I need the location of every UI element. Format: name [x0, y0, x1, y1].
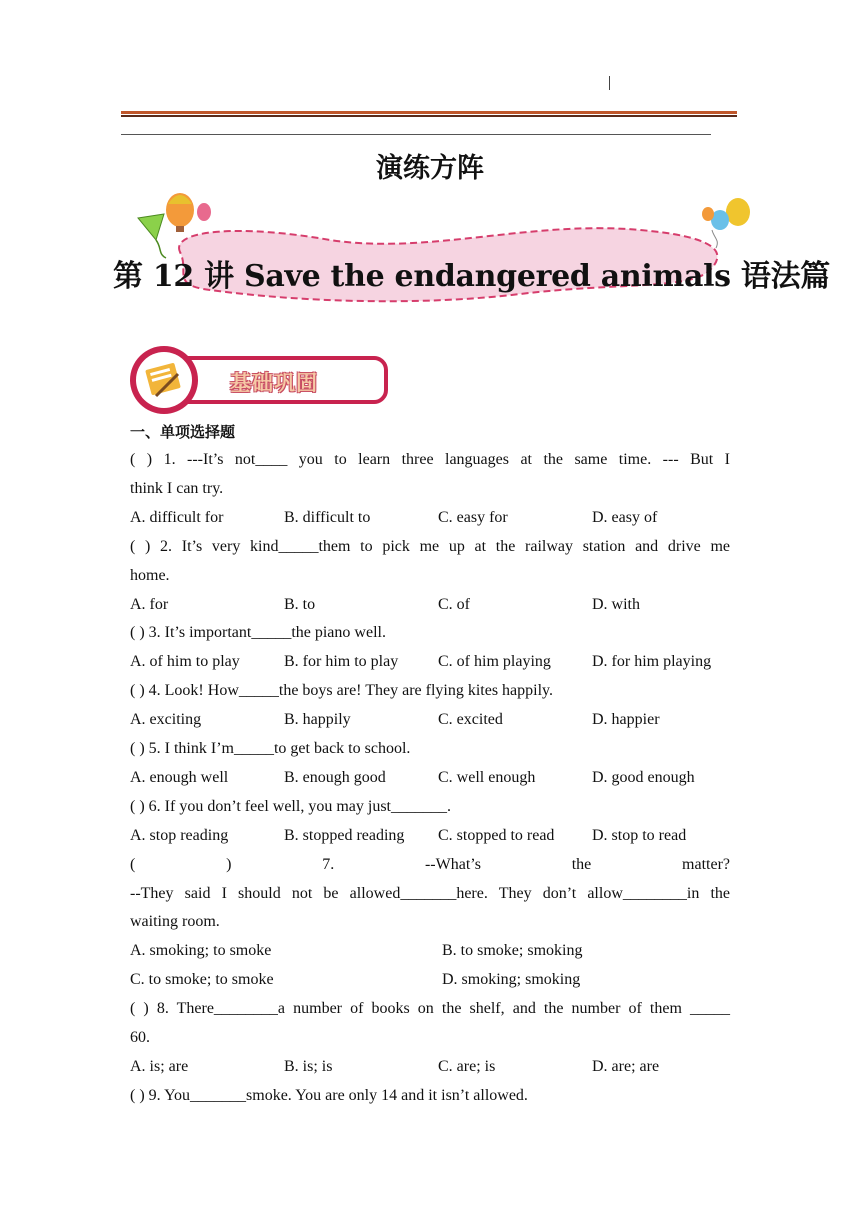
answer-option: C. stopped to read — [438, 826, 555, 844]
answer-option: A. smoking; to smoke — [130, 942, 272, 960]
page-subtitle: 演练方阵 — [376, 153, 484, 184]
answer-option: C. are; is — [438, 1057, 496, 1075]
answer-option: D. with — [592, 595, 640, 613]
answer-option: B. difficult to — [284, 508, 371, 526]
answer-option: D. are; are — [592, 1057, 660, 1075]
answer-option: A. stop reading — [130, 826, 229, 844]
answer-option: C. of him playing — [438, 653, 551, 671]
answer-option: B. for him to play — [284, 653, 399, 671]
question-line: think I can try. — [130, 479, 224, 497]
header-rule-dark — [121, 115, 737, 117]
answer-option: A. exciting — [130, 711, 202, 729]
question-line: 60. — [130, 1029, 150, 1046]
question-line: ( ) 3. It’s important_____the piano well. — [130, 624, 386, 642]
answer-option: D. smoking; smoking — [442, 971, 581, 989]
answer-option: D. happier — [592, 711, 660, 729]
balloon-icon — [166, 193, 211, 232]
answer-option: C. to smoke; to smoke — [130, 971, 274, 989]
answer-option: C. excited — [438, 711, 503, 729]
question-line: ( ) 5. I think I’m_____to get back to school. — [130, 740, 411, 757]
answer-option: D. easy of — [592, 508, 658, 526]
question-line: waiting room. — [130, 913, 220, 931]
header-thin-rule — [121, 134, 711, 135]
section-heading: 一、单项选择题 — [130, 423, 236, 441]
question-line: ( ) 6. If you don’t feel well, you may just_______. — [130, 797, 451, 815]
header-mark — [609, 76, 610, 90]
question-line: ( ) 9. You_______smoke. You are only 14 and it isn’t allowed. — [130, 1086, 528, 1104]
question-line: home. — [130, 566, 170, 584]
answer-option: C. of — [438, 595, 470, 613]
answer-option: A. of him to play — [130, 653, 240, 671]
answer-option: D. for him playing — [592, 653, 712, 671]
answer-option: B. to — [284, 595, 316, 613]
answer-option: B. enough good — [284, 768, 386, 786]
answer-option: B. stopped reading — [284, 826, 405, 844]
question-line: ( ) 7. --What’s the matter? — [130, 855, 730, 873]
question-line: --They said I should not be allowed_______here. They don’t allow________in the — [130, 884, 730, 902]
answer-option: A. is; are — [130, 1057, 189, 1075]
header-rule — [121, 111, 737, 114]
question-line: ( ) 8. There________a number of books on the shelf, and the number of them _____ — [130, 1000, 730, 1018]
question-line: ( ) 1. ---It’s not____ you to learn three languages at the same time. --- But I — [130, 451, 730, 468]
question-line: ( ) 2. It’s very kind_____them to pick me up at the railway station and drive me — [130, 537, 730, 555]
answer-option: C. easy for — [438, 508, 508, 526]
question-line: ( ) 4. Look! How_____the boys are! They are flying kites happily. — [130, 682, 554, 700]
answer-option: A. difficult for — [130, 508, 224, 526]
balloon-icon-right — [702, 198, 750, 248]
lesson-title: 第 12 讲 Save the endangered animals 语法篇 — [113, 259, 831, 294]
answer-option: D. stop to read — [592, 826, 687, 844]
answer-option: D. good enough — [592, 768, 695, 786]
badge-label: 基础巩固 — [230, 371, 318, 395]
answer-option: A. for — [130, 595, 169, 613]
answer-option: B. is; is — [284, 1057, 333, 1075]
answer-option: B. happily — [284, 711, 351, 729]
answer-option: C. well enough — [438, 768, 536, 786]
answer-option: B. to smoke; smoking — [442, 942, 583, 960]
answer-option: A. enough well — [130, 768, 229, 786]
